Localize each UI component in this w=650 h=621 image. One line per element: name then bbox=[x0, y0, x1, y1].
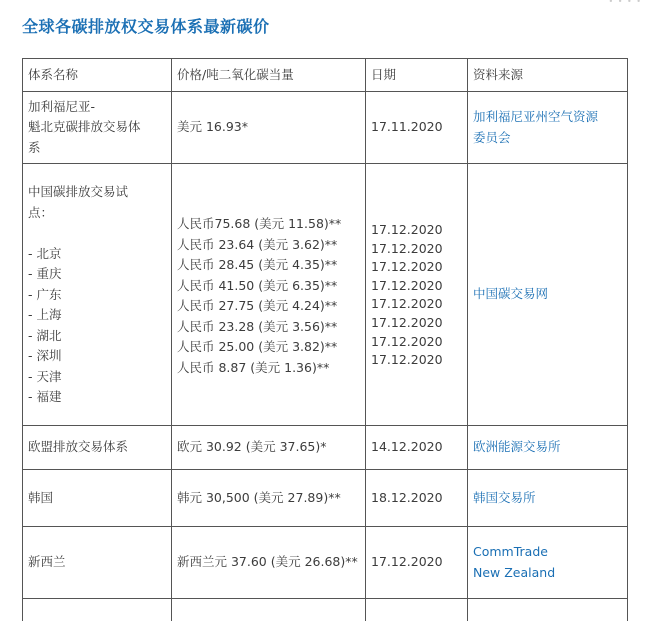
header-price: 价格/吨二氧化碳当量 bbox=[172, 59, 366, 91]
date-value: 17.12.2020 bbox=[371, 554, 443, 570]
date-value: 17.12.2020 bbox=[371, 314, 443, 330]
price-value: 人民币 28.45 (美元 4.35)** bbox=[177, 257, 338, 272]
price-cell bbox=[172, 426, 366, 469]
system-name-line: 系 bbox=[28, 139, 41, 155]
system-name-line: 点： bbox=[28, 204, 54, 220]
pilot-city: - 湖北 bbox=[28, 327, 62, 343]
price-value: 人民币 27.75 (美元 4.24)** bbox=[177, 298, 338, 313]
date-value: 17.12.2020 bbox=[371, 296, 443, 312]
date-value: 14.12.2020 bbox=[371, 439, 443, 455]
system-name-line: 欧盟排放交易体系 bbox=[28, 439, 129, 455]
header-source: 资料来源 bbox=[473, 66, 524, 82]
table-row bbox=[23, 92, 627, 164]
price-value: 韩元 30,500 (美元 27.89)** bbox=[177, 489, 341, 505]
system-name-cell bbox=[23, 92, 172, 163]
date-cell bbox=[366, 527, 468, 598]
source-link[interactable]: 委员会 bbox=[473, 129, 511, 145]
pilot-city: - 上海 bbox=[28, 307, 62, 322]
system-name-line: 加利福尼亚- bbox=[28, 98, 96, 114]
system-name-line: 魁北克碳排放交易体 bbox=[28, 119, 141, 135]
date-cell bbox=[366, 92, 468, 163]
source-link[interactable]: 中国碳交易网 bbox=[473, 286, 549, 302]
price-value: 人民币 41.50 (美元 6.35)** bbox=[177, 277, 338, 293]
source-link[interactable]: 加利福尼亚州空气资源 bbox=[473, 109, 599, 124]
source-link[interactable]: 欧洲能源交易所 bbox=[473, 439, 561, 455]
price-value: 美元 16.93* bbox=[177, 119, 249, 135]
system-name-cell bbox=[23, 527, 172, 598]
table-header-row bbox=[23, 59, 627, 92]
source-cell bbox=[468, 426, 627, 469]
source-cell bbox=[468, 470, 627, 526]
source-link[interactable]: CommTrade bbox=[473, 544, 548, 559]
system-name-cell bbox=[23, 164, 172, 425]
system-name-cell bbox=[23, 426, 172, 469]
date-value: 18.12.2020 bbox=[371, 489, 443, 505]
page-title: 全球各碳排放权交易体系最新碳价 bbox=[22, 17, 270, 36]
pilot-city: - 深圳 bbox=[28, 348, 62, 363]
date-value: 17.12.2020 bbox=[371, 259, 443, 275]
table-row bbox=[23, 426, 627, 470]
table-row bbox=[23, 527, 627, 599]
price-cell bbox=[172, 164, 366, 425]
table-row-partial bbox=[23, 599, 627, 621]
source-cell bbox=[468, 527, 627, 598]
price-cell bbox=[172, 92, 366, 163]
pilot-city: - 重庆 bbox=[28, 266, 62, 281]
source-cell bbox=[468, 92, 627, 163]
carbon-price-table bbox=[22, 58, 628, 621]
source-cell bbox=[468, 164, 627, 425]
system-name-line: 中国碳排放交易试 bbox=[28, 184, 129, 199]
price-value: 人民币 25.00 (美元 3.82)** bbox=[177, 339, 338, 354]
price-cell bbox=[172, 599, 366, 621]
date-cell bbox=[366, 470, 468, 526]
price-value: 欧元 30.92 (美元 37.65)* bbox=[177, 439, 327, 455]
system-name-cell bbox=[23, 470, 172, 526]
system-name-line bbox=[28, 223, 171, 244]
system-name-cell bbox=[23, 599, 172, 621]
date-cell bbox=[366, 599, 468, 621]
price-value: 人民币 8.87 (美元 1.36)** bbox=[177, 359, 330, 375]
date-value: 17.12.2020 bbox=[371, 277, 443, 293]
header-date: 日期 bbox=[366, 59, 468, 91]
date-value: 17.12.2020 bbox=[371, 333, 443, 349]
source-link[interactable]: New Zealand bbox=[473, 564, 556, 580]
price-value: 人民币75.68 (美元 11.58)** bbox=[177, 216, 342, 231]
date-value: 17.12.2020 bbox=[371, 222, 443, 237]
date-cell bbox=[366, 164, 468, 425]
date-value: 17.12.2020 bbox=[371, 240, 443, 256]
price-value: 人民币 23.64 (美元 3.62)** bbox=[177, 236, 338, 252]
date-cell bbox=[366, 426, 468, 469]
price-value: 人民币 23.28 (美元 3.56)** bbox=[177, 318, 338, 334]
system-name-line: 新西兰 bbox=[28, 554, 66, 570]
source-cell bbox=[468, 599, 627, 621]
table-row bbox=[23, 470, 627, 527]
pilot-city: - 北京 bbox=[28, 245, 62, 261]
price-cell bbox=[172, 470, 366, 526]
header-system-name: 体系名称 bbox=[23, 59, 172, 91]
price-value: 新西兰元 37.60 (美元 26.68)** bbox=[177, 554, 358, 570]
table-row bbox=[23, 164, 627, 426]
price-cell bbox=[172, 527, 366, 598]
pilot-city: - 广东 bbox=[28, 286, 62, 302]
date-value: 17.12.2020 bbox=[371, 352, 443, 368]
date-value: 17.11.2020 bbox=[371, 119, 443, 135]
source-link[interactable]: 韩国交易所 bbox=[473, 489, 536, 505]
system-name-line: 韩国 bbox=[28, 489, 54, 505]
more-dots-icon: • • • • bbox=[608, 0, 642, 6]
pilot-city: - 福建 bbox=[28, 389, 62, 404]
pilot-city: - 天津 bbox=[28, 368, 62, 384]
